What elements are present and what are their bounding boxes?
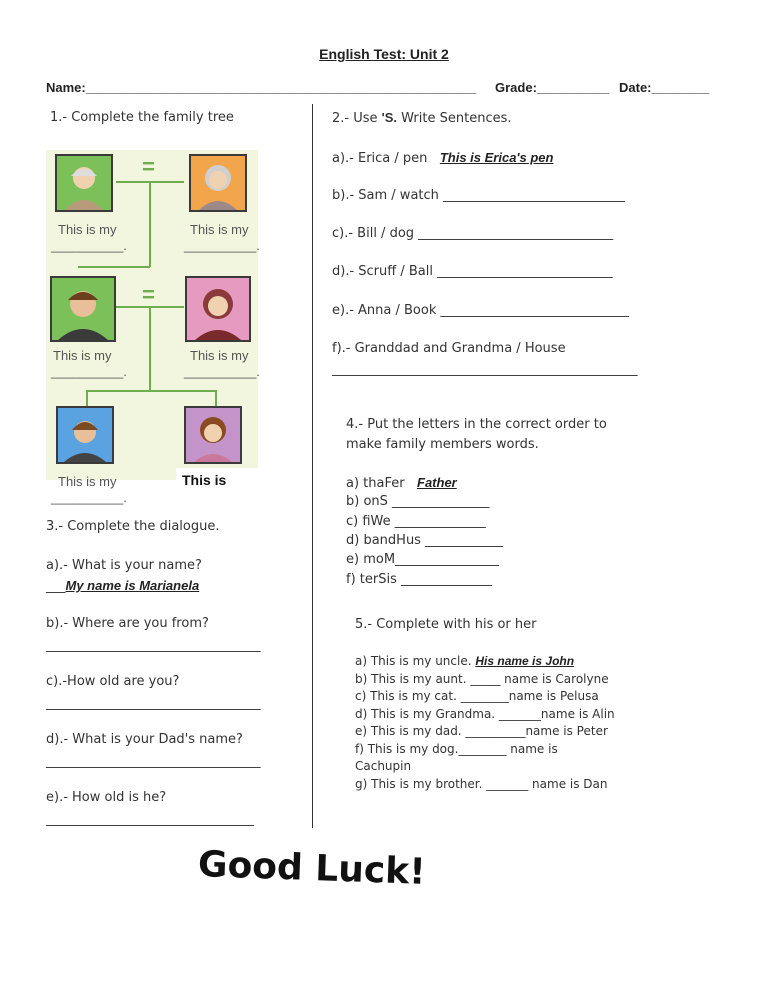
dialogue-question-b: b).- Where are you from?: [46, 616, 209, 631]
tree-connector: [86, 390, 88, 406]
sentence-c[interactable]: c).- Bill / dog ______________________________: [332, 226, 614, 241]
name-field[interactable]: [46, 80, 476, 95]
grade-label: Grade:__________: [495, 80, 610, 95]
sentence-a-answer: This is Erica's pen: [439, 150, 554, 165]
tree-caption: This is my: [190, 348, 249, 363]
tree-caption: This is my: [58, 474, 117, 489]
tree-connector: [86, 390, 216, 392]
answer-line-b[interactable]: _________________________________: [46, 638, 261, 653]
sentence-f-line[interactable]: _______________________________________________: [332, 362, 638, 377]
sentence-a: [332, 150, 553, 166]
possessive-g[interactable]: g) This is my brother. _______ name is Dan: [355, 777, 608, 791]
possessive-d[interactable]: d) This is my Grandma. _______name is Alin: [355, 707, 615, 721]
tree-caption-box: [176, 468, 258, 490]
tree-connector: [78, 266, 150, 268]
scramble-f[interactable]: f) terSis ______________: [346, 572, 492, 587]
scramble-a-prompt: a) thaFer: [346, 476, 405, 491]
equals-sign: =: [142, 282, 155, 307]
family-tree: [46, 150, 260, 489]
scramble-c[interactable]: c) fiWe ______________: [346, 514, 486, 529]
sentence-d[interactable]: d).- Scruff / Ball ___________________________: [332, 264, 613, 279]
scramble-e[interactable]: e) moM________________: [346, 552, 500, 567]
possessive-a-answer: His name is John: [475, 654, 575, 668]
possessive-a: [355, 654, 574, 668]
dialogue-question-c: c).-How old are you?: [46, 674, 180, 689]
tree-caption: This is: [182, 472, 227, 488]
answer-example: My name is Marianela: [65, 578, 200, 593]
section2-heading-bold: 'S.: [381, 110, 398, 125]
answer-line-c[interactable]: _________________________________: [46, 696, 261, 711]
tree-caption: This is my: [190, 222, 249, 237]
son-portrait: [56, 406, 114, 464]
tree-blank: __________.: [184, 364, 260, 379]
grandfather-portrait: [55, 154, 113, 212]
possessive-f-cont: Cachupin: [355, 759, 412, 773]
sentence-a-prompt: a).- Erica / pen: [332, 151, 428, 166]
tree-blank: __________.: [51, 364, 127, 379]
sentence-f: f).- Granddad and Grandma / House: [332, 341, 566, 356]
answer-line-e[interactable]: ________________________________: [46, 812, 254, 827]
scramble-a: [346, 475, 457, 491]
scramble-b[interactable]: b) onS _______________: [346, 494, 490, 509]
section2-heading-text: Write Sentences.: [397, 111, 512, 126]
tree-blank: __________.: [51, 490, 127, 505]
tree-connector: [149, 183, 151, 267]
possessive-f[interactable]: f) This is my dog.________ name is: [355, 742, 558, 756]
equals-sign: =: [142, 154, 155, 179]
dialogue-question-e: e).- How old is he?: [46, 790, 167, 805]
section3-heading: 3.- Complete the dialogue.: [46, 519, 220, 534]
grade-field[interactable]: [495, 80, 609, 95]
section5-heading: 5.- Complete with his or her: [355, 617, 537, 632]
tree-blank: __________.: [184, 238, 260, 253]
possessive-b[interactable]: b) This is my aunt. _____ name is Carolyne: [355, 672, 609, 686]
tree-caption: This is my: [53, 348, 112, 363]
section2-heading-text: 2.- Use: [332, 111, 382, 126]
name-label: Name:______________________________________________________: [46, 80, 477, 95]
section4-heading: 4.- Put the letters in the correct order to: [346, 417, 607, 432]
father-portrait: [50, 276, 116, 342]
tree-blank: __________.: [51, 238, 127, 253]
possessive-a-prompt: a) This is my uncle.: [355, 654, 472, 668]
tree-caption: This is my: [58, 222, 117, 237]
possessive-c[interactable]: c) This is my cat. ________name is Pelusa: [355, 689, 599, 703]
possessive-e[interactable]: e) This is my dad. __________name is Peter: [355, 724, 608, 738]
tree-connector: [149, 308, 151, 390]
section2-heading: [332, 110, 512, 126]
column-divider: [312, 104, 313, 828]
dialogue-answer-a[interactable]: [46, 578, 199, 594]
daughter-portrait: [184, 406, 242, 464]
mother-portrait: [185, 276, 251, 342]
scramble-d[interactable]: d) bandHus ____________: [346, 533, 504, 548]
tree-connector: [215, 390, 217, 406]
section1-heading: 1.- Complete the family tree: [50, 110, 234, 125]
section4-heading-line2: make family members words.: [346, 437, 539, 452]
date-label: Date:________: [619, 80, 710, 95]
scramble-a-answer: Father: [417, 475, 457, 490]
sentence-b[interactable]: b).- Sam / watch ____________________________: [332, 188, 626, 203]
dialogue-question-a: a).- What is your name?: [46, 558, 202, 573]
grandmother-portrait: [189, 154, 247, 212]
sentence-e[interactable]: e).- Anna / Book _____________________________: [332, 303, 629, 318]
good-luck-banner: Good Luck!: [197, 844, 427, 893]
date-field[interactable]: [619, 80, 709, 95]
test-title: English Test: Unit 2: [319, 46, 449, 62]
dialogue-question-d: d).- What is your Dad's name?: [46, 732, 243, 747]
answer-line-d[interactable]: _________________________________: [46, 754, 261, 769]
answer-blank: ___: [46, 579, 66, 594]
